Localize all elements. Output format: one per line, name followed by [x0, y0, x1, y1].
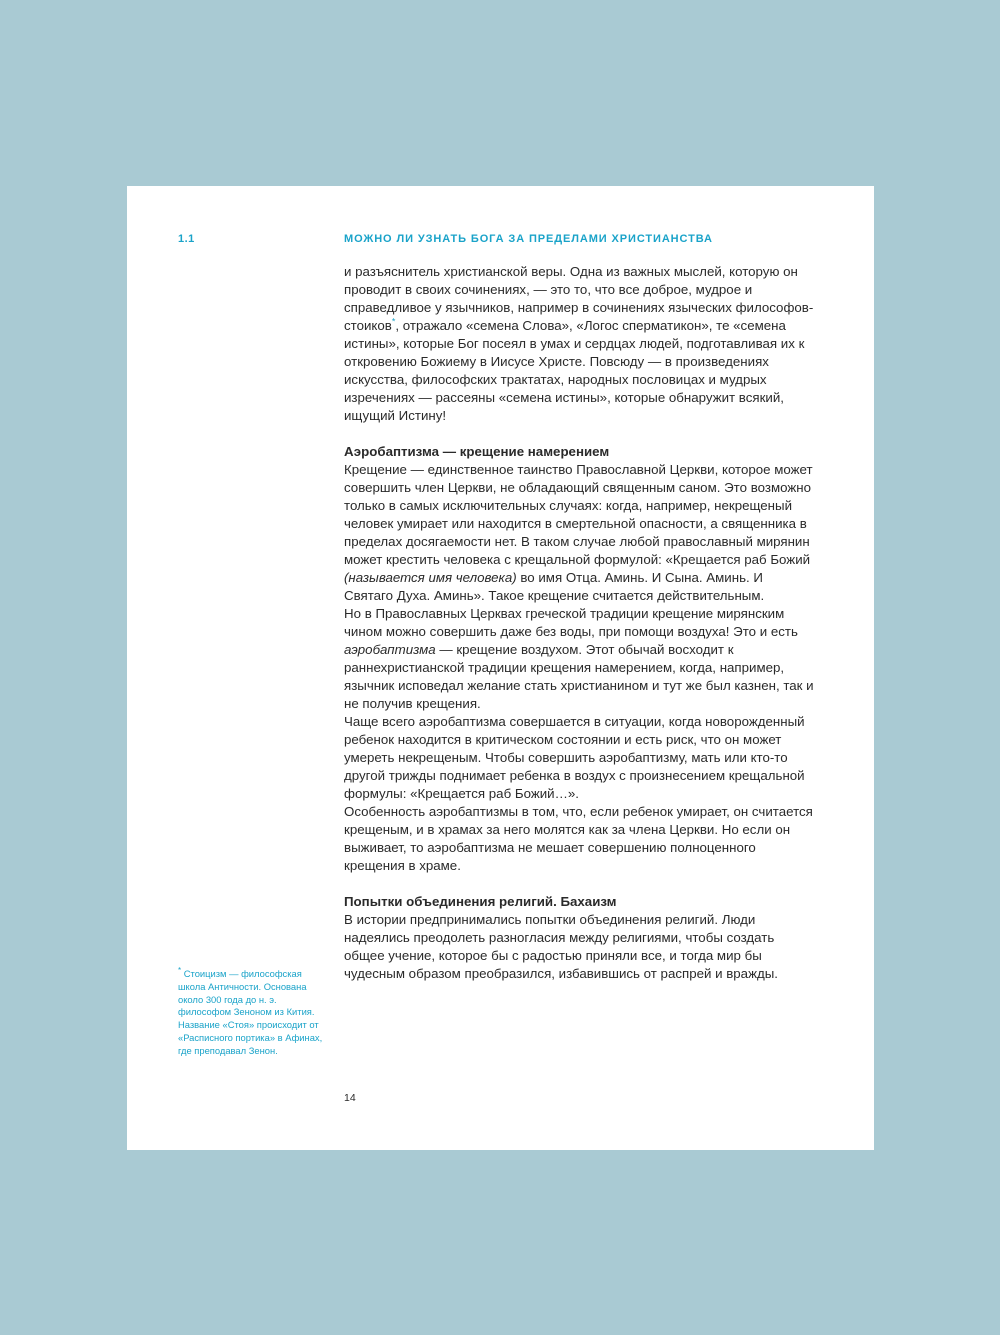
aerobaptism-p1-italic: (называется имя человека) [344, 570, 517, 585]
aerobaptism-paragraph-2 [344, 605, 814, 713]
aerobaptism-paragraph-4: Особенность аэробаптизмы в том, что, если ребенок умирает, он считается крещеным, и в храмах за него молятся как за члена Церкви. Но если он выживает, то аэробаптизма не мешает совершению полноценного крещения в храме. [344, 804, 813, 873]
book-page [127, 186, 874, 1150]
aerobaptism-p2-italic: аэробаптизма [344, 642, 436, 657]
aerobaptism-p2-text-a: Но в Православных Церквах греческой традиции крещение мирянским чином можно совершить даже без воды, при помощи воздуха! Это и есть [344, 606, 798, 639]
footnote-text: Стоицизм — философская школа Античности. Основана около 300 года до н. э. философом Зеноном из Кития. Название «Стоя» происходит от «Расписного портика» в Афинах, где преподавал Зенон. [178, 968, 323, 1056]
intro-paragraph [344, 263, 814, 425]
chapter-number: 1.1 [178, 233, 195, 245]
paragraph-gap [344, 875, 814, 893]
paragraph-gap [344, 425, 814, 443]
aerobaptism-paragraph-1 [344, 461, 814, 605]
aerobaptism-p1-text-b: во имя Отца. Аминь. И Сына. Аминь. И Святаго Духа. Аминь». Такое крещение считается действительным. [344, 570, 765, 603]
page-number: 14 [344, 1092, 356, 1104]
footnote [178, 965, 326, 1058]
footnote-marker[interactable]: * [391, 316, 396, 327]
main-text-column [344, 263, 814, 983]
running-title: МОЖНО ЛИ УЗНАТЬ БОГА ЗА ПРЕДЕЛАМИ ХРИСТИАНСТВА [344, 233, 713, 245]
section-heading-bahai: Попытки объединения религий. Бахаизм [344, 894, 617, 909]
footnote-marker-side: * [178, 965, 182, 975]
aerobaptism-p2-text-b: — крещение воздухом. Этот обычай восходит к раннехристианской традиции крещения намерением, когда, например, язычник исповедал желание стать христианином и тут же был казнен, так и не получив крещения. [344, 642, 814, 711]
intro-text-start: и разъяснитель христианской веры. Одна из важных мыслей, которую он проводит в своих сочинениях, — это то, что все доброе, мудрое и справедливое у язычников, например в сочинениях языческих философов-стоиков [344, 264, 814, 333]
aerobaptism-p1-text-a: Крещение — единственное таинство Православной Церкви, которое может совершить член Церкви, не обладающий священным саном. Это возможно только в самых исключительных случаях: когда, например, некрещеный человек умирает или находится в смертельной опасности, а священника в пределах досягаемости нет. В таком случае любой православный мирянин может крестить человека с крещальной формулой: «Крещается раб Божий [344, 462, 813, 567]
bahai-paragraph-1: В истории предпринимались попытки объединения религий. Люди надеялись преодолеть разногласия между религиями, чтобы создать общее учение, которое бы с радостью приняли все, и тогда мир бы чудесным образом преобразился, избавившись от распрей и вражды. [344, 912, 778, 981]
aerobaptism-paragraph-3: Чаще всего аэробаптизма совершается в ситуации, когда новорожденный ребенок находится в критическом состоянии и есть риск, что он может умереть некрещеным. Чтобы совершить аэробаптизму, мать или кто-то другой трижды поднимает ребенка в воздух с произнесением крещальной формулы: «Крещается раб Божий…». [344, 714, 805, 801]
section-heading-aerobaptism: Аэробаптизма — крещение намерением [344, 444, 610, 459]
intro-text-end: , отражало «семена Слова», «Логос сперматикон», те «семена истины», которые Бог посеял в умах и сердцах людей, подготавливая их к откровению Божиему в Иисусе Христе. Повсюду — в произведениях искусства, философских трактатах, народных пословицах и мудрых изречениях — рассеяны «семена истины», которые обнаружит всякий, ищущий Истину! [344, 318, 805, 423]
